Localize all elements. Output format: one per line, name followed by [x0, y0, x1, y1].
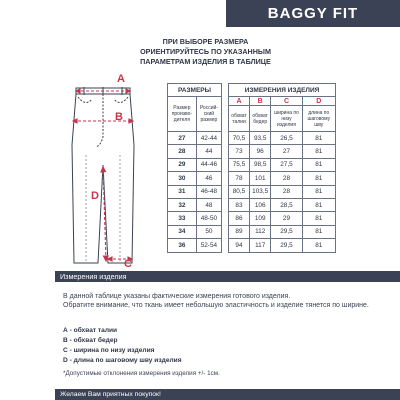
measure-cell: 70,5 [229, 132, 250, 145]
col-desc-hem: ширина по низу изделия [271, 106, 302, 132]
sizes-header: РАЗМЕРЫ [168, 84, 222, 97]
col-letter-c: C [271, 97, 302, 106]
col-desc-inseam: длина по шаговому шву [302, 106, 335, 132]
label-a: A [117, 73, 125, 85]
size-row [168, 145, 222, 158]
product-fit-banner: BAGGY FIT [226, 0, 400, 27]
size-row [168, 239, 222, 252]
size-ru-cell: 42-44 [196, 132, 221, 145]
measure-row [229, 198, 336, 211]
size-row [168, 212, 222, 225]
measure-row [229, 225, 336, 238]
size-row [168, 198, 222, 211]
measure-cell: 86 [229, 212, 250, 225]
legend-item: В - обхват бедер [63, 337, 118, 344]
size-row [168, 172, 222, 185]
col-size-mfr: Размер произво-дителя [168, 97, 197, 132]
measure-cell: 106 [249, 198, 270, 211]
col-letter-d: D [302, 97, 335, 106]
measure-cell: 109 [249, 212, 270, 225]
legend-item: С - ширина по низу изделия [63, 347, 155, 354]
size-ru-cell: 48 [196, 198, 221, 211]
measure-cell: 81 [302, 212, 335, 225]
measurements-table [228, 83, 336, 253]
size-mfr-cell: 30 [168, 172, 197, 185]
measure-cell: 98,5 [249, 158, 270, 171]
intro-line: ПАРАМЕТРАМ ИЗДЕЛИЯ В ТАБЛИЦЕ [140, 57, 271, 66]
measure-cell: 80,5 [229, 185, 250, 198]
measure-cell: 96 [249, 145, 270, 158]
measure-cell: 81 [302, 172, 335, 185]
size-mfr-cell: 28 [168, 145, 197, 158]
measure-row [229, 185, 336, 198]
description [63, 293, 398, 310]
description-paragraph: Обратите внимание, что ткань имеет небольшую эластичность и изделие тянется по ширине. [63, 301, 369, 309]
measure-cell: 28 [271, 185, 302, 198]
measure-cell: 27 [271, 145, 302, 158]
measure-row [229, 172, 336, 185]
measure-cell: 117 [249, 239, 270, 252]
size-mfr-cell: 34 [168, 225, 197, 238]
measure-cell: 28 [271, 172, 302, 185]
measure-cell: 81 [302, 198, 335, 211]
sizes-table [167, 83, 222, 253]
size-mfr-cell: 27 [168, 132, 197, 145]
description-paragraph: В данной таблице указаны фактические измерения готового изделия. [63, 293, 291, 300]
size-ru-cell: 52-54 [196, 239, 221, 252]
pants-illustration [62, 75, 162, 280]
measure-row [229, 158, 336, 171]
col-desc-waist: обхват талии [229, 106, 250, 132]
size-row [168, 158, 222, 171]
label-b: B [115, 111, 123, 123]
measure-row [229, 239, 336, 252]
measure-cell: 89 [229, 225, 250, 238]
size-ru-cell: 44-46 [196, 158, 221, 171]
size-row [168, 225, 222, 238]
measure-cell: 75,5 [229, 158, 250, 171]
size-mfr-cell: 31 [168, 185, 197, 198]
measure-cell: 81 [302, 225, 335, 238]
col-desc-hips: обхват бедер [249, 106, 270, 132]
measurement-legend [63, 326, 182, 366]
label-d: D [91, 190, 99, 202]
measure-cell: 28,5 [271, 198, 302, 211]
measure-cell: 29,5 [271, 225, 302, 238]
measure-cell: 81 [302, 145, 335, 158]
measure-cell: 73 [229, 145, 250, 158]
col-letter-a: A [229, 97, 250, 106]
col-letter-b: B [249, 97, 270, 106]
legend-item: А - обхват талии [63, 327, 118, 334]
size-mfr-cell: 33 [168, 212, 197, 225]
intro-line: ОРИЕНТИРУЙТЕСЬ ПО УКАЗАННЫМ [140, 47, 271, 56]
measure-row [229, 145, 336, 158]
size-mfr-cell: 36 [168, 239, 197, 252]
legend-item: D - длина по шаговому шву изделия [63, 357, 182, 364]
size-ru-cell: 50 [196, 225, 221, 238]
size-ru-cell: 46 [196, 172, 221, 185]
footer-message: Желаем Вам приятных покупок! [55, 389, 400, 400]
measure-cell: 101 [249, 172, 270, 185]
measure-cell: 81 [302, 132, 335, 145]
size-ru-cell: 44 [196, 145, 221, 158]
size-mfr-cell: 29 [168, 158, 197, 171]
measure-cell: 83 [229, 198, 250, 211]
size-row [168, 132, 222, 145]
section-title: Измерения изделия [55, 271, 400, 282]
measure-cell: 26,5 [271, 132, 302, 145]
size-row [168, 185, 222, 198]
size-selection-intro [108, 37, 303, 67]
measure-cell: 29,5 [271, 239, 302, 252]
measure-cell: 112 [249, 225, 270, 238]
label-c: C [124, 258, 132, 270]
tolerance-note: *Допустимые отклонения измерения изделия +/- 1см. [63, 370, 220, 377]
measure-cell: 93,5 [249, 132, 270, 145]
measure-row [229, 212, 336, 225]
measure-cell: 94 [229, 239, 250, 252]
measure-cell: 27,5 [271, 158, 302, 171]
intro-line: ПРИ ВЫБОРЕ РАЗМЕРА [162, 37, 249, 46]
measure-row [229, 132, 336, 145]
size-ru-cell: 48-50 [196, 212, 221, 225]
measure-cell: 103,5 [249, 185, 270, 198]
measurements-header: ИЗМЕРЕНИЯ ИЗДЕЛИЯ [229, 84, 336, 97]
size-mfr-cell: 32 [168, 198, 197, 211]
measure-cell: 81 [302, 239, 335, 252]
pants-measurement-diagram [62, 75, 162, 280]
measure-cell: 29 [271, 212, 302, 225]
col-size-ru: Россий-ский размер [196, 97, 221, 132]
measure-cell: 81 [302, 185, 335, 198]
measure-cell: 78 [229, 172, 250, 185]
size-ru-cell: 46-48 [196, 185, 221, 198]
measure-cell: 81 [302, 158, 335, 171]
